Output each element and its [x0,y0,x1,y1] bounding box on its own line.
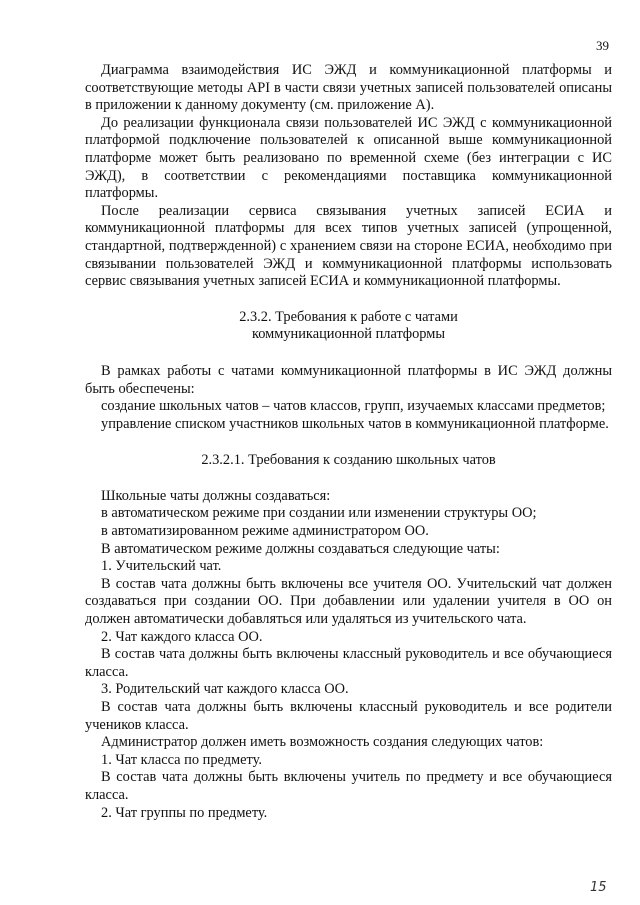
document-body [85,62,612,822]
paragraph: Диаграмма взаимодействия ИС ЭЖД и коммуникационной платформы и соответствующие методы API в части связи учетных записей пользователей описаны в приложении к данному документу (см. приложение А). [85,62,612,114]
paragraph: В состав чата должны быть включены учитель по предмету и все обучающиеся класса. [85,769,612,803]
section-heading-2-3-2-1: 2.3.2.1. Требования к созданию школьных чатов [201,452,496,469]
paragraph: 1. Учительский чат. [101,558,222,575]
paragraph: Администратор должен иметь возможность создания следующих чатов: [101,734,544,751]
paragraph: До реализации функционала связи пользователей ИС ЭЖД с коммуникационной платформой подключение пользователей к описанной выше коммуникационной платформе может быть реализовано по временной схеме (без интеграции с ИС ЭЖД), в соответствии с рекомендациями поставщика коммуникационной платформы. [85,114,612,202]
paragraph: 3. Родительский чат каждого класса ОО. [101,681,349,698]
paragraph: После реализации сервиса связывания учетных записей ЕСИА и коммуникационной платформы для всех типов учетных записей (упрощенной, стандартной, подтвержденной) с хранением связи на стороне ЕСИА, необходимо при связывании пользователей ЭЖД и коммуникационной платформы использовать сервис связывания учетных записей ЕСИА и коммуникационной платформы. [85,202,612,290]
section-heading-2-3-2 [85,309,612,344]
paragraph: 2. Чат группы по предмету. [101,804,268,821]
paragraph: в автоматическом режиме при создании или изменении структуры ОО; [101,505,537,522]
paragraph: 1. Чат класса по предмету. [101,751,262,768]
heading-line: коммуникационной платформы [251,326,446,343]
paragraph: в автоматизированном режиме администратором ОО. [101,523,429,540]
paragraph: создание школьных чатов – чатов классов, групп, изучаемых классами предметов; [101,398,606,415]
paragraph: управление списком участников школьных чатов в коммуникационной платформе. [101,415,609,432]
paragraph: Школьные чаты должны создаваться: [101,487,331,504]
handwritten-page-mark: 15 [590,880,607,895]
heading-line: 2.3.2. Требования к работе с чатами [239,308,458,325]
paragraph: В состав чата должны быть включены все учителя ОО. Учительский чат должен создаваться при создании ОО. При добавлении или удалении учителя в ОО он должен автоматически добавляться или удаляться из учительского чата. [85,575,612,628]
paragraph: 2. Чат каждого класса ОО. [101,628,263,645]
paragraph: В рамках работы с чатами коммуникационной платформы в ИС ЭЖД должны быть обеспечены: [85,362,612,397]
paragraph: В состав чата должны быть включены классный руководитель и все родители учеников класса. [85,699,612,733]
paragraph: В автоматическом режиме должны создаваться следующие чаты: [101,540,500,557]
paragraph: В состав чата должны быть включены классный руководитель и все обучающиеся класса. [85,646,612,680]
page-number: 39 [596,38,609,53]
